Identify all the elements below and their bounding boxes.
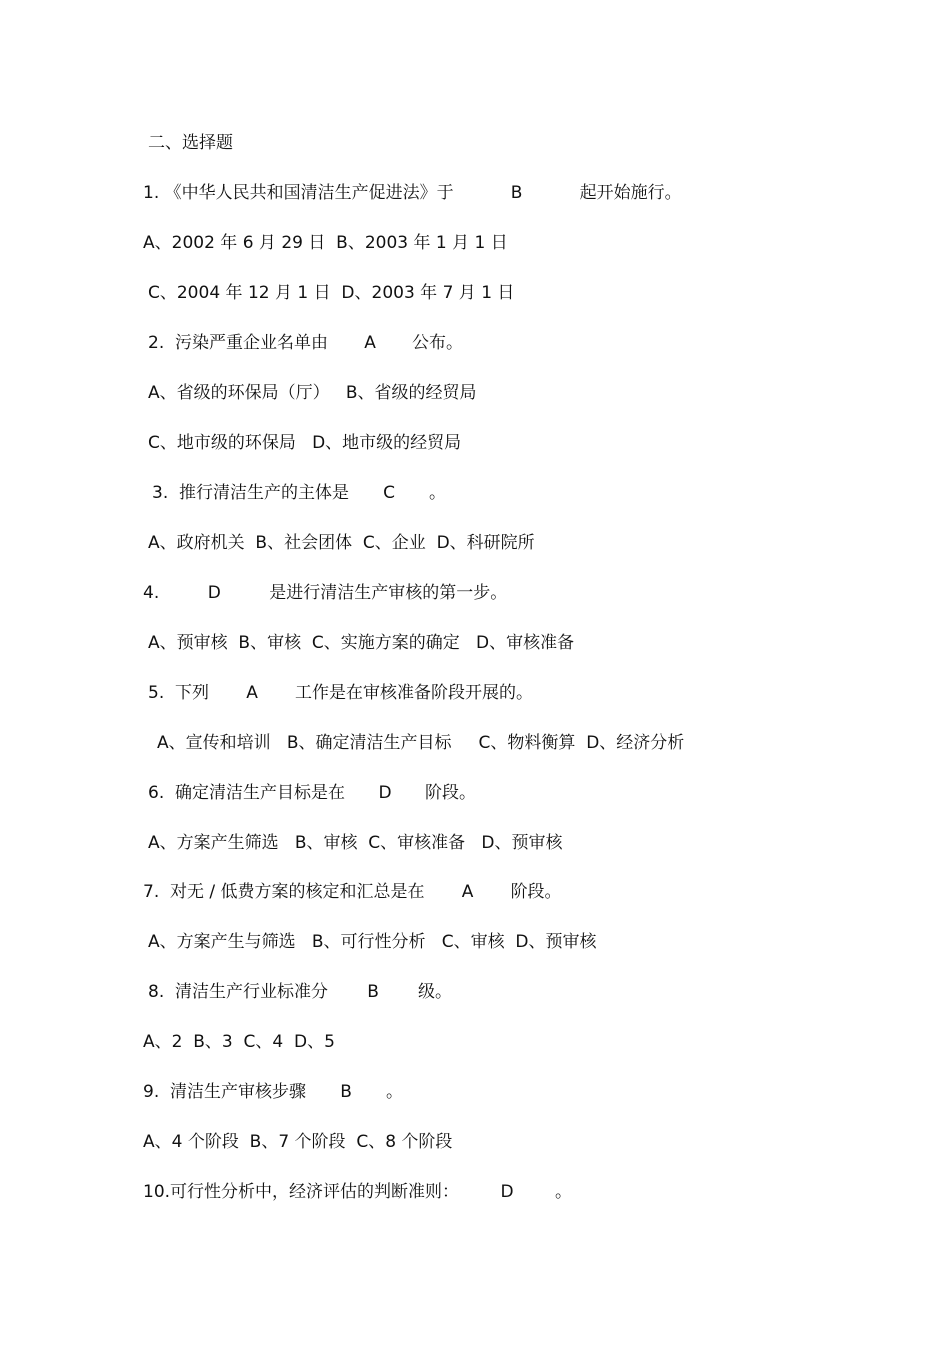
question-3-stem-end: 。: [429, 483, 447, 503]
question-5-options: A、宣传和培训 B、确定清洁生产目标 C、物料衡算 D、经济分析: [157, 733, 685, 753]
question-6-options: A、方案产生筛选 B、审核 C、审核准备 D、预审核: [148, 833, 563, 853]
question-2-options-ab: A、省级的环保局（厅） B、省级的经贸局: [148, 383, 477, 403]
question-10-stem-end: 。: [555, 1182, 573, 1202]
question-10-answer: D: [500, 1182, 514, 1202]
question-2-stem-end: 公布。: [412, 333, 464, 353]
question-1-answer: B: [510, 183, 523, 203]
question-10-stem: 10.可行性分析中，经济评估的判断准则：: [143, 1182, 460, 1202]
question-7-stem: 7. 对无 / 低费方案的核定和汇总是在: [143, 882, 425, 902]
question-7-answer: A: [461, 882, 474, 902]
question-1-stem-end: 起开始施行。: [579, 183, 682, 203]
question-2: [148, 331, 463, 355]
question-2-stem: 2. 污染严重企业名单由: [148, 333, 329, 353]
question-9: [143, 1080, 403, 1104]
question-3-stem: 3. 推行清洁生产的主体是: [152, 483, 350, 503]
question-9-stem: 9. 清洁生产审核步骤: [143, 1082, 307, 1102]
question-2-answer: A: [364, 333, 376, 353]
question-4-answer: D: [207, 583, 221, 603]
question-4-stem: 4.: [143, 583, 160, 603]
question-7: [143, 880, 562, 904]
question-8: [148, 980, 452, 1004]
question-7-options: A、方案产生与筛选 B、可行性分析 C、审核 D、预审核: [148, 932, 597, 952]
question-5-stem-end: 工作是在审核准备阶段开展的。: [295, 683, 534, 703]
question-8-answer: B: [367, 982, 379, 1002]
question-2-options-cd: C、地市级的环保局 D、地市级的经贸局: [148, 433, 462, 453]
question-7-stem-end: 阶段。: [510, 882, 562, 902]
question-9-answer: B: [340, 1082, 352, 1102]
question-9-options: A、4 个阶段 B、7 个阶段 C、8 个阶段: [143, 1132, 453, 1152]
question-5-answer: A: [246, 683, 258, 703]
section-title: 二、选择题: [148, 133, 233, 153]
question-1-options-cd: C、2004 年 12 月 1 日 D、2003 年 7 月 1 日: [148, 283, 515, 303]
question-6-answer: D: [378, 783, 392, 803]
question-8-stem-end: 级。: [418, 982, 453, 1002]
question-1: [143, 181, 682, 205]
question-1-options-ab: A、2002 年 6 月 29 日 B、2003 年 1 月 1 日: [143, 233, 508, 253]
question-4-stem-end: 是进行清洁生产审核的第一步。: [269, 583, 508, 603]
question-8-stem: 8. 清洁生产行业标准分: [148, 982, 329, 1002]
question-6: [148, 781, 476, 805]
question-3-options: A、政府机关 B、社会团体 C、企业 D、科研院所: [148, 533, 535, 553]
question-3-answer: C: [383, 483, 395, 503]
question-4: [143, 581, 507, 605]
question-5: [148, 681, 533, 705]
question-9-stem-end: 。: [386, 1082, 404, 1102]
question-4-options: A、预审核 B、审核 C、实施方案的确定 D、审核准备: [148, 633, 575, 653]
question-8-options: A、2 B、3 C、4 D、5: [143, 1032, 335, 1052]
question-5-stem: 5. 下列: [148, 683, 210, 703]
question-3: [152, 481, 446, 505]
question-6-stem-end: 阶段。: [425, 783, 477, 803]
question-6-stem: 6. 确定清洁生产目标是在: [148, 783, 346, 803]
question-1-stem: 1. 《中华人民共和国清洁生产促进法》于: [143, 183, 454, 203]
question-10: [143, 1180, 572, 1204]
